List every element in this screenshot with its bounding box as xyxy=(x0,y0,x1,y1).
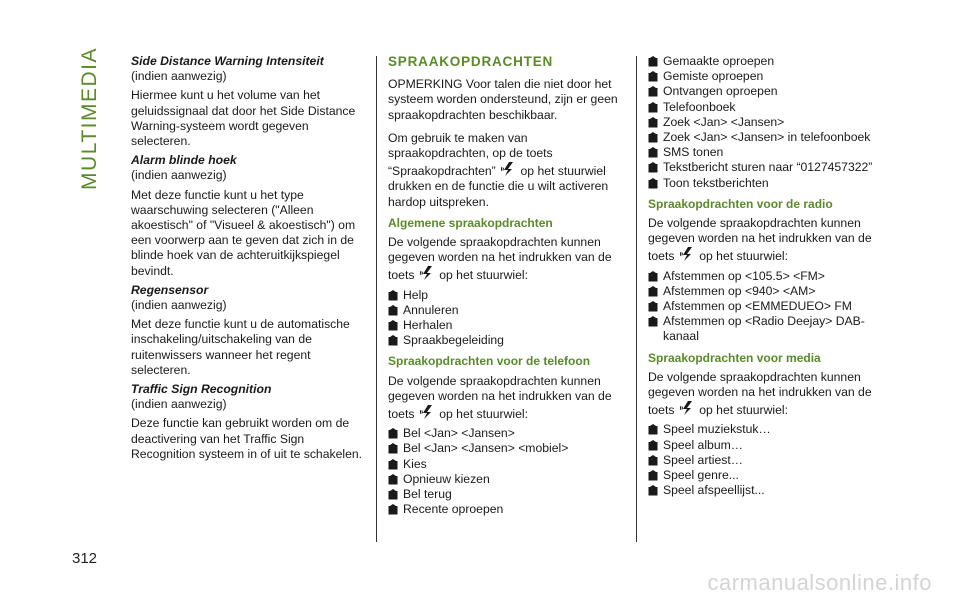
bullet-icon xyxy=(648,440,658,451)
command-text: Gemiste oproepen xyxy=(663,69,764,84)
bullet-icon xyxy=(648,485,658,496)
subsection-title: Spraakopdrachten voor de radio xyxy=(648,196,833,211)
command-text: Speel artiest… xyxy=(663,452,743,467)
command-item xyxy=(648,422,888,437)
voice-command-icon xyxy=(680,246,694,262)
command-list xyxy=(648,54,888,191)
paragraph: De volgende spraakopdrachten kunnen gegeven worden na het indrukken van de toets op het stuurwiel: xyxy=(388,235,612,283)
command-item xyxy=(648,438,888,453)
subsection-title: Traffic Sign Recognition xyxy=(131,382,272,397)
command-list xyxy=(648,422,888,498)
command-text: Bel <Jan> <Jansen> <mobiel> xyxy=(403,441,569,456)
bullet-icon xyxy=(648,424,658,435)
command-item xyxy=(648,115,888,130)
availability-note: (indien aanwezig) xyxy=(131,298,227,313)
command-item xyxy=(388,502,628,517)
command-text: Help xyxy=(403,287,429,302)
command-item xyxy=(648,483,888,498)
voice-command-icon xyxy=(420,265,434,281)
command-item xyxy=(648,453,888,468)
command-item xyxy=(388,472,628,487)
command-item xyxy=(648,314,888,344)
command-item xyxy=(388,426,628,441)
bullet-icon xyxy=(388,428,398,439)
command-item xyxy=(648,284,888,299)
command-text: Speel afspeellijst... xyxy=(663,483,765,498)
command-text: Speel album… xyxy=(663,437,743,452)
column-middle xyxy=(388,54,628,523)
command-item xyxy=(648,54,888,69)
command-item xyxy=(388,457,628,472)
subsection-title: Algemene spraakopdrachten xyxy=(388,215,553,230)
command-text: Telefoonboek xyxy=(663,99,736,114)
command-text: Opnieuw kiezen xyxy=(403,471,490,486)
bullet-icon xyxy=(388,335,398,346)
bullet-icon xyxy=(648,316,658,327)
bullet-icon xyxy=(648,286,658,297)
bullet-icon xyxy=(648,56,658,67)
bullet-icon xyxy=(648,301,658,312)
command-text: Herhalen xyxy=(403,318,453,333)
command-text: Toon tekstberichten xyxy=(663,175,769,190)
paragraph: De volgende spraakopdrachten kunnen gegeven worden na het indrukken van de toets op het stuurwiel: xyxy=(648,216,872,264)
paragraph: Deze functie kan gebruikt worden om de deactivering van het Traffic Sign Recognition systeem in of uit te schakelen. xyxy=(131,416,363,461)
command-text: Recente oproepen xyxy=(403,502,504,517)
command-list xyxy=(648,269,888,345)
bullet-icon xyxy=(648,132,658,143)
bullet-icon xyxy=(388,489,398,500)
voice-command-icon xyxy=(501,161,515,177)
command-text: Zoek <Jan> <Jansen> in telefoonboek xyxy=(663,130,871,145)
bullet-icon xyxy=(388,459,398,470)
section-tab xyxy=(70,30,110,190)
subsection-title: Side Distance Warning Intensiteit xyxy=(131,54,324,68)
watermark: carmanualsonline.info xyxy=(707,570,932,595)
command-item xyxy=(388,288,628,303)
command-text: Tekstbericht sturen naar “0127457322” xyxy=(663,160,873,175)
command-item xyxy=(648,69,888,84)
command-text: Afstemmen op <105.5> <FM> xyxy=(663,268,825,283)
availability-note: (indien aanwezig) xyxy=(131,397,227,412)
bullet-icon xyxy=(388,320,398,331)
column-divider xyxy=(636,56,637,542)
command-text: Afstemmen op <Radio Deejay> DAB-kanaal xyxy=(663,314,865,344)
bullet-icon xyxy=(388,504,398,515)
bullet-icon xyxy=(648,102,658,113)
command-text: SMS tonen xyxy=(663,145,724,160)
command-item xyxy=(648,130,888,145)
column-right xyxy=(648,54,888,504)
command-item xyxy=(648,84,888,99)
subsection-title: Alarm blinde hoek xyxy=(131,153,237,168)
bullet-icon xyxy=(648,178,658,189)
command-item xyxy=(388,487,628,502)
command-item xyxy=(388,303,628,318)
bullet-icon xyxy=(388,305,398,316)
command-text: Afstemmen op <940> <AM> xyxy=(663,283,816,298)
paragraph: Met deze functie kunt u het type waarschuwing selecteren ("Alleen akoestisch" of "Visueel & akoestisch") om een voorwerp aan te geven dat zich in de blinde hoek van de achteruitkijkspiegel bevindt. xyxy=(131,187,356,278)
command-item xyxy=(648,160,888,175)
voice-command-icon xyxy=(420,404,434,420)
column-divider xyxy=(376,56,377,542)
subsection-title: Spraakopdrachten voor media xyxy=(648,350,821,365)
bullet-icon xyxy=(648,147,658,158)
command-text: Bel <Jan> <Jansen> xyxy=(403,426,515,441)
bullet-icon xyxy=(648,71,658,82)
bullet-icon xyxy=(648,271,658,282)
command-item xyxy=(648,299,888,314)
paragraph: Hiermee kunt u het volume van het geluidssignaal dat door het Side Distance Warning-systeem wordt gegeven selecteren. xyxy=(131,88,356,149)
subsection-title: Regensensor xyxy=(131,282,209,297)
paragraph: De volgende spraakopdrachten kunnen gegeven worden na het indrukken van de toets op het stuurwiel: xyxy=(648,369,872,418)
note-paragraph: OPMERKING Voor talen die niet door het systeem worden ondersteund, zijn er geen spraakopdrachten beschikbaar. xyxy=(388,77,618,122)
voice-command-icon xyxy=(680,400,694,416)
availability-note: (indien aanwezig) xyxy=(131,69,227,84)
availability-note: (indien aanwezig) xyxy=(131,168,227,183)
command-text: Afstemmen op <EMMEDUEO> FM xyxy=(663,299,852,314)
column-left xyxy=(131,54,367,466)
page-number: 312 xyxy=(72,550,98,567)
section-tab-label: MULTIMEDIA xyxy=(78,47,101,190)
bullet-icon xyxy=(388,474,398,485)
command-text: Annuleren xyxy=(403,302,459,317)
bullet-icon xyxy=(648,470,658,481)
command-list xyxy=(388,288,628,349)
command-text: Speel muziekstuk… xyxy=(663,422,771,437)
paragraph: Om gebruik te maken van spraakopdrachten, op de toets “Spraakopdrachten” op het stuurwiel drukken en de functie die u wilt activeren hardop uitspreken. xyxy=(388,130,609,209)
command-item xyxy=(388,441,628,456)
command-item xyxy=(388,333,628,348)
command-item xyxy=(648,176,888,191)
subsection-title: Spraakopdrachten voor de telefoon xyxy=(388,354,591,369)
command-item xyxy=(388,318,628,333)
command-list xyxy=(388,426,628,517)
command-text: Speel genre... xyxy=(663,468,739,483)
section-heading: SPRAAKOPDRACHTEN xyxy=(388,54,554,69)
command-item xyxy=(648,468,888,483)
bullet-icon xyxy=(648,455,658,466)
bullet-icon xyxy=(648,162,658,173)
command-item xyxy=(648,100,888,115)
bullet-icon xyxy=(648,117,658,128)
command-text: Gemaakte oproepen xyxy=(663,54,775,68)
command-text: Bel terug xyxy=(403,487,452,502)
command-item xyxy=(648,145,888,160)
command-text: Zoek <Jan> <Jansen> xyxy=(663,114,785,129)
command-text: Ontvangen oproepen xyxy=(663,84,778,99)
bullet-icon xyxy=(648,86,658,97)
paragraph: Met deze functie kunt u de automatische inschakeling/uitschakeling van de ruitenwissers wanneer het regent selecteren. xyxy=(131,317,350,377)
command-text: Kies xyxy=(403,456,427,471)
command-text: Spraakbegeleiding xyxy=(403,333,504,348)
bullet-icon xyxy=(388,290,398,301)
command-item xyxy=(648,269,888,284)
paragraph: De volgende spraakopdrachten kunnen gegeven worden na het indrukken van de toets op het stuurwiel: xyxy=(388,373,612,422)
bullet-icon xyxy=(388,443,398,454)
